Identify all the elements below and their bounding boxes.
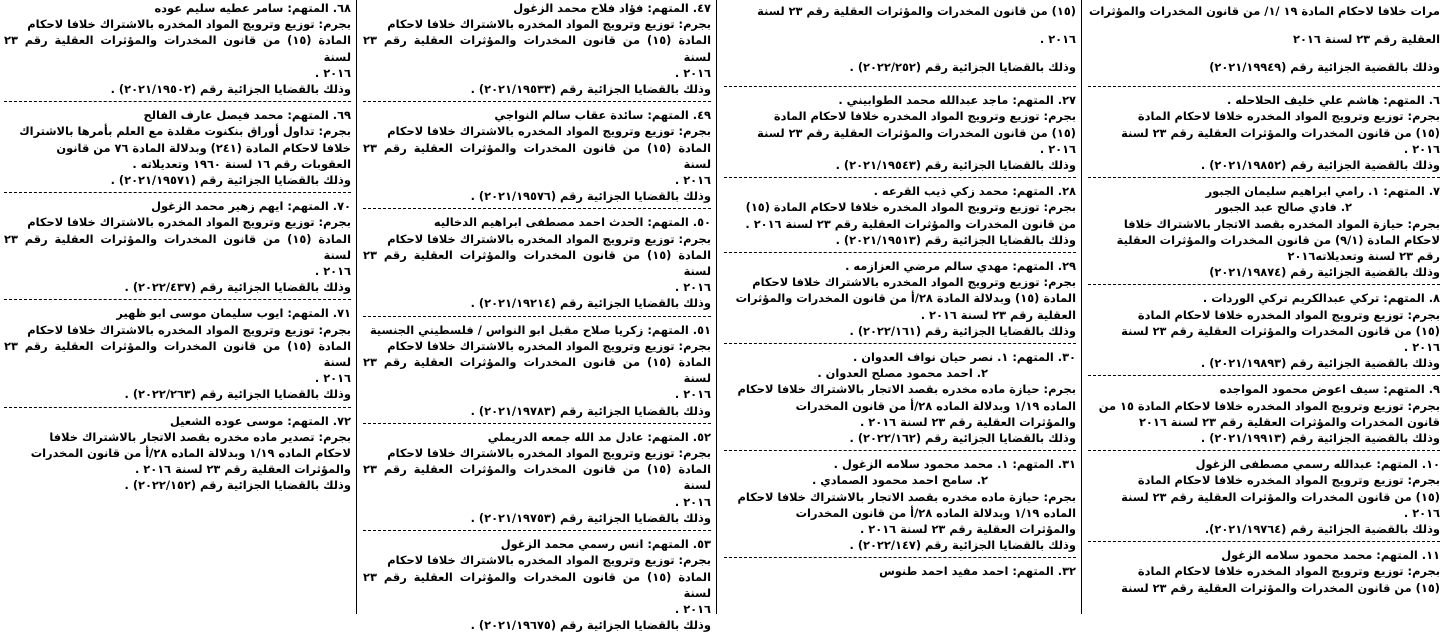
dashed-separator <box>4 192 351 193</box>
charge-line: وذلك بالقضايا الجزائية رقم (٢٠٢١/١٩٦٧٥) . <box>470 618 711 633</box>
charge-line: ٢٠١٦ . <box>314 65 351 80</box>
charge-line: (١٥) من قانون المخدرات والمؤثرات العقلية رقم ٢٣ لسنة <box>1121 580 1440 595</box>
defendant-entry <box>4 107 351 188</box>
defendant-name: ٢٩. المتهم: مهدي سالم مرضي العزازمه . <box>845 259 1076 273</box>
charge-line: لاحكام الماده ١/١٩ وبدلالة الماده ٢٨/أ من قانون المخدرات <box>30 446 351 461</box>
defendant-entry <box>4 413 351 494</box>
dashed-separator <box>363 423 711 424</box>
defendant-entry <box>363 429 711 526</box>
dashed-separator <box>1088 86 1440 87</box>
charge-line: المادة (١٥) من قانون المخدرات والمؤثرات العقلية رقم ٢٣ لسنة <box>363 33 711 64</box>
charge-line: (١٥) من قانون المخدرات والمؤثرات العقلية رقم ٢٣ لسنة <box>1121 489 1440 504</box>
continued-text <box>724 3 1076 74</box>
charge-line: الماده ١/١٩ وبدلالة الماده ٢٨/أ من قانون المخدرات <box>795 505 1076 520</box>
dashed-separator <box>363 208 711 209</box>
charge-line: والمؤثرات العقلية رقم ٢٣ لسنة ٢٠١٦ . <box>135 462 351 477</box>
charge-line: خلافا لاحكام المادة (٢٤١) وبدلالة المادة ٧٦ من قانون <box>56 140 351 155</box>
charge-line: بجرم: توزيع وترويج المواد المخدره بالاشتراك خلافا لاحكام <box>752 275 1076 290</box>
column-rule <box>716 0 717 614</box>
defendant-name: ٥١. المتهم: زكريا صلاح مقبل ابو النواس / فلسطيني الجنسية <box>369 322 711 337</box>
defendant-entry <box>724 456 1076 553</box>
continued-text <box>1088 3 1440 74</box>
charge-line: (١٥) من قانون المخدرات والمؤثرات العقلية رقم ٢٣ لسنة <box>1121 125 1440 140</box>
defendant-name: ١١. المتهم: محمد محمود سلامه الزغول <box>1221 548 1440 563</box>
continued-line: وذلك بالقضية الجزائية رقم (٢٠٢١/١٩٩٤٩) <box>1209 59 1440 74</box>
charge-line: بجرم: توزيع وترويج المواد المخدره خلافا لاحكام المادة <box>1137 473 1440 488</box>
defendant-entry <box>724 563 1076 579</box>
charge-line: بجرم: توزيع وترويج المواد المخدره خلافا لاحكام المادة (١٥) <box>745 200 1076 215</box>
charge-line: المادة (١٥) من قانون المخدرات والمؤثرات العقلية رقم ٢٣ لسنة <box>363 569 711 600</box>
defendant-entry <box>4 305 351 402</box>
defendant-name: ٣٠. المتهم: ١. نصر حيان نواف العدوان . <box>853 350 1076 365</box>
charge-line: وذلك بالقضايا الجزائية رقم (٢٠٢٢/١٥٢) . <box>124 478 351 493</box>
defendant-name: ٣١. المتهم: ١. محمد محمود سلامه الزغول . <box>833 457 1076 472</box>
defendant-name: ٢٨. المتهم: محمد زكي ذيب القرعه . <box>873 184 1076 199</box>
charge-line: المادة (١٥) من قانون المخدرات والمؤثرات العقلية رقم ٢٣ لسنة <box>363 247 711 279</box>
charge-line: بجرم: توزيع وترويج المواد المخدره خلافا لاحكام المادة <box>1137 109 1440 124</box>
charge-line: (١٥) من قانون المخدرات والمؤثرات العقلية رقم ٢٣ لسنة <box>1121 323 1440 338</box>
column-4 <box>0 0 355 614</box>
defendant-entry <box>363 0 711 97</box>
charge-line: بجرم: توزيع وترويج المواد المخدره خلافا لاحكام المادة <box>1137 564 1440 579</box>
charge-line: بجرم: توزيع وترويج المواد المخدره بالاشتراك خلافا لاحكام <box>387 446 711 461</box>
dashed-separator <box>724 450 1076 451</box>
charge-line: بجرم: تصدير ماده مخدره بقصد الاتجار بالاشتراك خلافا <box>49 429 351 444</box>
defendant-entry <box>1088 456 1440 537</box>
defendant-name: ٥٠. المتهم: الحدث احمد مصطفى ابراهيم الدخاليه <box>433 215 711 230</box>
dashed-separator <box>363 530 711 531</box>
dashed-separator <box>724 252 1076 253</box>
charge-line: بجرم: توزيع وترويج المواد المخدره بالاشتراك خلافا لاحكام <box>27 322 351 337</box>
charge-line: وذلك بالقضايا الجزائية رقم (٢٠٢١/١٩٢١٤) . <box>470 296 711 311</box>
charge-line: ٢٠١٦ . <box>1403 141 1440 156</box>
charge-line: والمؤثرات العقلية رقم ٢٣ لسنة ٢٠١٦ . <box>860 414 1076 429</box>
charge-line: ٢٠١٦ . <box>674 280 711 295</box>
charge-line: العقوبات رقم ١٦ لسنة ١٩٦٠ وتعديلاته . <box>132 156 351 171</box>
charge-line: وذلك بالقضايا الجزائية رقم (٢٠٢٢/١٤٧) . <box>849 538 1076 553</box>
charge-line: والمؤثرات العقلية رقم ٢٣ لسنة ٢٠١٦ . <box>860 522 1076 537</box>
defendant-name: ٦٨. المتهم: سامر عطيه سليم عوده <box>154 1 351 15</box>
dashed-separator <box>1088 450 1440 451</box>
defendant-entry <box>1088 290 1440 371</box>
charge-line: ٢٠١٦ . <box>674 494 711 509</box>
dashed-separator <box>4 407 351 408</box>
charge-line: وذلك بالقضية الجزائية رقم (٢٠٢١/١٩٨٥٢) . <box>1200 157 1440 172</box>
defendant-entry <box>363 107 711 204</box>
continued-line: مرات خلافا لاحكام المادة ١٩ /١/ من قانون المخدرات والمؤثرات <box>1088 4 1440 19</box>
charge-line: المادة (١٥) من قانون المخدرات والمؤثرات العقلية رقم ٢٣ لسنة <box>363 140 711 171</box>
defendant-name: ٧٢. المتهم: موسى عوده الشعيل <box>169 413 351 428</box>
defendant-name: ٦. المتهم: هاشم علي خليف الحلاحله . <box>1226 93 1440 108</box>
charge-line: ٢٠١٦ . <box>314 264 351 279</box>
column-rule <box>1081 0 1082 614</box>
dashed-separator <box>724 557 1076 558</box>
charge-line: ٢٠١٦ . <box>1403 505 1440 520</box>
defendant-entry <box>363 322 711 419</box>
charge-line: الماده ١/١٩ وبدلالة الماده ٢٨/أ من قانون المخدرات <box>795 398 1076 413</box>
charge-line: المادة (١٥) من قانون المخدرات والمؤثرات العقلية رقم ٢٣ لسنة <box>4 33 351 64</box>
column-1 <box>1084 0 1444 614</box>
co-defendant-name: ٢. سامح احمد محمود الصمادي . <box>812 473 988 488</box>
charge-line: وذلك بالقضايا الجزائية رقم (٢٠٢١/١٩٥٤٣) . <box>835 157 1076 172</box>
charge-line: وذلك بالقضايا الجزائية رقم (٢٠٢٢/١٦٢) . <box>849 431 1076 446</box>
charge-line: ٢٠١٦ . <box>674 387 711 402</box>
charge-line: بجرم: توزيع وترويج المواد المخدره خلافا لاحكام المادة <box>1137 307 1440 322</box>
charge-line: المادة (١٥) من قانون المخدرات والمؤثرات العقلية رقم ٢٣ لسنة <box>4 338 351 370</box>
charge-line: ٢٠١٦ . <box>1039 141 1076 156</box>
charge-line: رقم ٢٣ لسنة وتعديلاته٢٠١٦ <box>1287 249 1440 263</box>
defendant-name: ٢٧. المتهم: ماجد عبدالله محمد الطوابيني . <box>838 93 1076 108</box>
defendant-name: ٩. المتهم: سيف اعوض محمود المواجده <box>1219 382 1440 397</box>
charge-line: بجرم: توزيع وترويج المواد المخدره خلافا لاحكام المادة <box>773 109 1076 124</box>
column-2 <box>720 0 1080 614</box>
defendant-name: ٧٠. المتهم: ايهم زهير محمد الزغول <box>151 199 351 214</box>
defendant-entry <box>724 183 1076 248</box>
defendant-entry <box>724 349 1076 446</box>
charge-line: (١٥) من قانون المخدرات والمؤثرات العقلية رقم ٢٣ لسنة <box>757 125 1076 140</box>
charge-line: وذلك بالقضايا الجزائية رقم (٢٠٢١/١٩٥٧٦) . <box>470 189 711 204</box>
charge-line: وذلك بالقضايا الجزائية رقم (٢٠٢١/١٩٥٣٣) . <box>470 82 711 97</box>
dashed-separator <box>1088 177 1440 178</box>
charge-line: بجرم: توزيع وترويج المواد المخدره خلافا لاحكام المادة ١٥ من <box>1098 398 1440 413</box>
charge-line: وذلك بالقضية الجزائية رقم (٢٠٢١/١٩٨٧٤) <box>1209 265 1440 280</box>
dashed-separator <box>363 101 711 102</box>
dashed-separator <box>724 86 1076 87</box>
charge-line: ٢٠١٦ . <box>674 601 711 616</box>
charge-line: ٢٠١٦ . <box>674 65 711 80</box>
charge-line: المادة (١٥) من قانون المخدرات والمؤثرات العقلية رقم ٢٣ لسنة <box>363 462 711 493</box>
dashed-separator <box>1088 284 1440 285</box>
charge-line: لاحكام المادة (٩/١) من قانون المخدرات والمؤثرات العقلية <box>1116 232 1440 247</box>
charge-line: وذلك بالقضايا الجزائية رقم (٢٠٢١/١٩٥٠٢) . <box>110 82 351 97</box>
defendant-name: ٧. المتهم: ١. رامي ابراهيم سليمان الجبور <box>1205 184 1440 199</box>
charge-line: بجرم: توزيع وترويج المواد المخدره بالاشتراك خلافا لاحكام <box>387 338 711 353</box>
charge-line: بجرم: تداول أوراق بنكنوت مقلدة مع العلم بأمرها بالاشتراك <box>19 124 351 139</box>
charge-line: وذلك بالقضايا الجزائية رقم (٢٠٢٢/٢٦٣) . <box>124 387 351 402</box>
defendant-entry <box>724 258 1076 339</box>
defendant-name: ٨. المتهم: تركي عبدالكريم تركي الوردات . <box>1202 291 1440 306</box>
co-defendant-name: ٢. فادي صالح عبد الجبور <box>1215 200 1352 215</box>
charge-line: وذلك بالقضايا الجزائية رقم (٢٠٢١/١٩٧٥٣) . <box>470 510 711 525</box>
defendant-name: ١٠. المتهم: عبدالله رسمي مصطفى الزغول <box>1195 457 1440 472</box>
charge-line: وذلك بالقضايا الجزائية رقم (٢٠٢٢/١٦١) . <box>849 323 1076 338</box>
dashed-separator <box>4 299 351 300</box>
charge-line: بجرم: توزيع وترويج المواد المخدره بالاشتراك خلافا لاحكام <box>27 215 351 230</box>
dashed-separator <box>1088 375 1440 376</box>
charge-line: المادة (١٥) من قانون المخدرات والمؤثرات العقلية رقم ٢٣ لسنة <box>4 231 351 262</box>
charge-line: المادة (١٥) وبدلالة المادة ٢٨/أ من قانون المخدرات والمؤثرات <box>735 291 1076 306</box>
defendant-entry <box>1088 183 1440 280</box>
co-defendant-name: ٢. احمد محمود مصلح العدوان . <box>817 366 988 381</box>
defendant-name: ٤٧. المتهم: فؤاد فلاح محمد الزغول <box>513 1 711 15</box>
dashed-separator <box>363 316 711 317</box>
charge-line: وذلك بالقضايا الجزائية رقم (٢٠٢١/١٩٥٧١) . <box>110 173 351 188</box>
charge-line: وذلك بالقضية الجزائية رقم (٢٠٢١/١٩٨٩٣) . <box>1200 356 1440 371</box>
dashed-separator <box>4 101 351 102</box>
charge-line: المادة (١٥) من قانون المخدرات والمؤثرات العقلية رقم ٢٣ لسنة <box>363 355 711 386</box>
charge-line: بجرم: حيازة المواد المخدره بقصد الاتجار بالاشتراك خلافا <box>1123 216 1440 231</box>
charge-line: ٢٠١٦ . <box>314 371 351 386</box>
charge-line: بجرم: حيازة ماده مخدره بقصد الاتجار بالاشتراك خلافا لاحكام <box>737 382 1076 397</box>
charge-line: بجرم: توزيع وترويج المواد المخدره بالاشتراك خلافا لاحكام <box>387 17 711 32</box>
charge-line: وذلك بالقضية الجزائية رقم (٢٠٢١/١٩٩١٣) . <box>1200 431 1440 446</box>
dashed-separator <box>724 343 1076 344</box>
charge-line: العقلية رقم ٢٣ لسنة ٢٠١٦ . <box>920 307 1076 322</box>
defendant-entry <box>4 198 351 295</box>
column-3 <box>359 0 715 633</box>
charge-line: بجرم: حيازة ماده مخدره بقصد الاتجار بالاشتراك خلافا لاحكام <box>737 489 1076 504</box>
column-rule <box>356 0 357 614</box>
charge-line: قانون المخدرات والمؤثرات العقلية رقم ٢٣ لسنة ٢٠١٦ <box>1138 414 1440 429</box>
charge-line: ٢٠١٦ . <box>674 173 711 188</box>
charge-line: بجرم: توزيع وترويج المواد المخدره بالاشتراك خلافا لاحكام <box>387 124 711 139</box>
defendant-entry <box>363 214 711 311</box>
defendant-entry <box>1088 547 1440 596</box>
charge-line: ٢٠١٦ . <box>1403 340 1440 355</box>
dashed-separator <box>724 177 1076 178</box>
charge-line: بجرم: توزيع وترويج المواد المخدره بالاشتراك خلافا لاحكام <box>27 17 351 32</box>
defendant-name: ٥٢. المتهم: عادل مد الله جمعه الدريملي <box>487 429 711 444</box>
defendant-name: ٧١. المتهم: ايوب سليمان موسى ابو ظهير <box>116 306 351 321</box>
continued-line: العقلية رقم ٢٣ لسنة ٢٠١٦ <box>1293 31 1440 46</box>
defendant-entry <box>1088 381 1440 446</box>
charge-line: وذلك بالقضايا الجزائية رقم (٢٠٢٢/٤٣٧) . <box>124 280 351 295</box>
dashed-separator <box>1088 541 1440 542</box>
continued-line: وذلك بالقضايا الجزائية رقم (٢٠٢٢/٢٥٢) . <box>849 59 1076 74</box>
defendant-entry <box>363 536 711 633</box>
charge-line: بجرم: توزيع وترويج المواد المخدره بالاشتراك خلافا لاحكام <box>387 231 711 246</box>
defendant-entry <box>724 92 1076 173</box>
charge-line: وذلك بالقضايا الجزائية رقم (٢٠٢١/١٩٥١٣) . <box>835 232 1076 247</box>
charge-line: بجرم: توزيع وترويج المواد المخدره بالاشتراك خلافا لاحكام <box>387 553 711 568</box>
charge-line: وذلك بالقضايا الجزائية رقم (٢٠٢١/١٩٧٨٣) . <box>470 403 711 418</box>
defendant-name: ٣٢. المتهم: احمد مفيد احمد طنوس <box>879 564 1076 579</box>
charge-line: وذلك بالقضية الجزائية رقم (٢٠٢١/١٩٧٦٤). <box>1204 522 1440 537</box>
charge-line: من قانون المخدرات والمؤثرات العقلية رقم ٢٣ لسنة ٢٠١٦ . <box>745 216 1076 231</box>
defendant-entry <box>4 0 351 97</box>
defendant-name: ٦٩. المتهم: محمد فيصل عارف الفالح <box>143 108 351 123</box>
defendant-name: ٤٩. المتهم: سائدة عقاب سالم النواجي <box>494 108 711 123</box>
continued-line: ٢٠١٦ . <box>1039 31 1076 46</box>
continued-line: (١٥) من قانون المخدرات والمؤثرات العقلية رقم ٢٣ لسنة <box>757 4 1076 19</box>
defendant-name: ٥٣. المتهم: انس رسمي محمد الزغول <box>500 537 711 552</box>
defendant-entry <box>1088 92 1440 173</box>
